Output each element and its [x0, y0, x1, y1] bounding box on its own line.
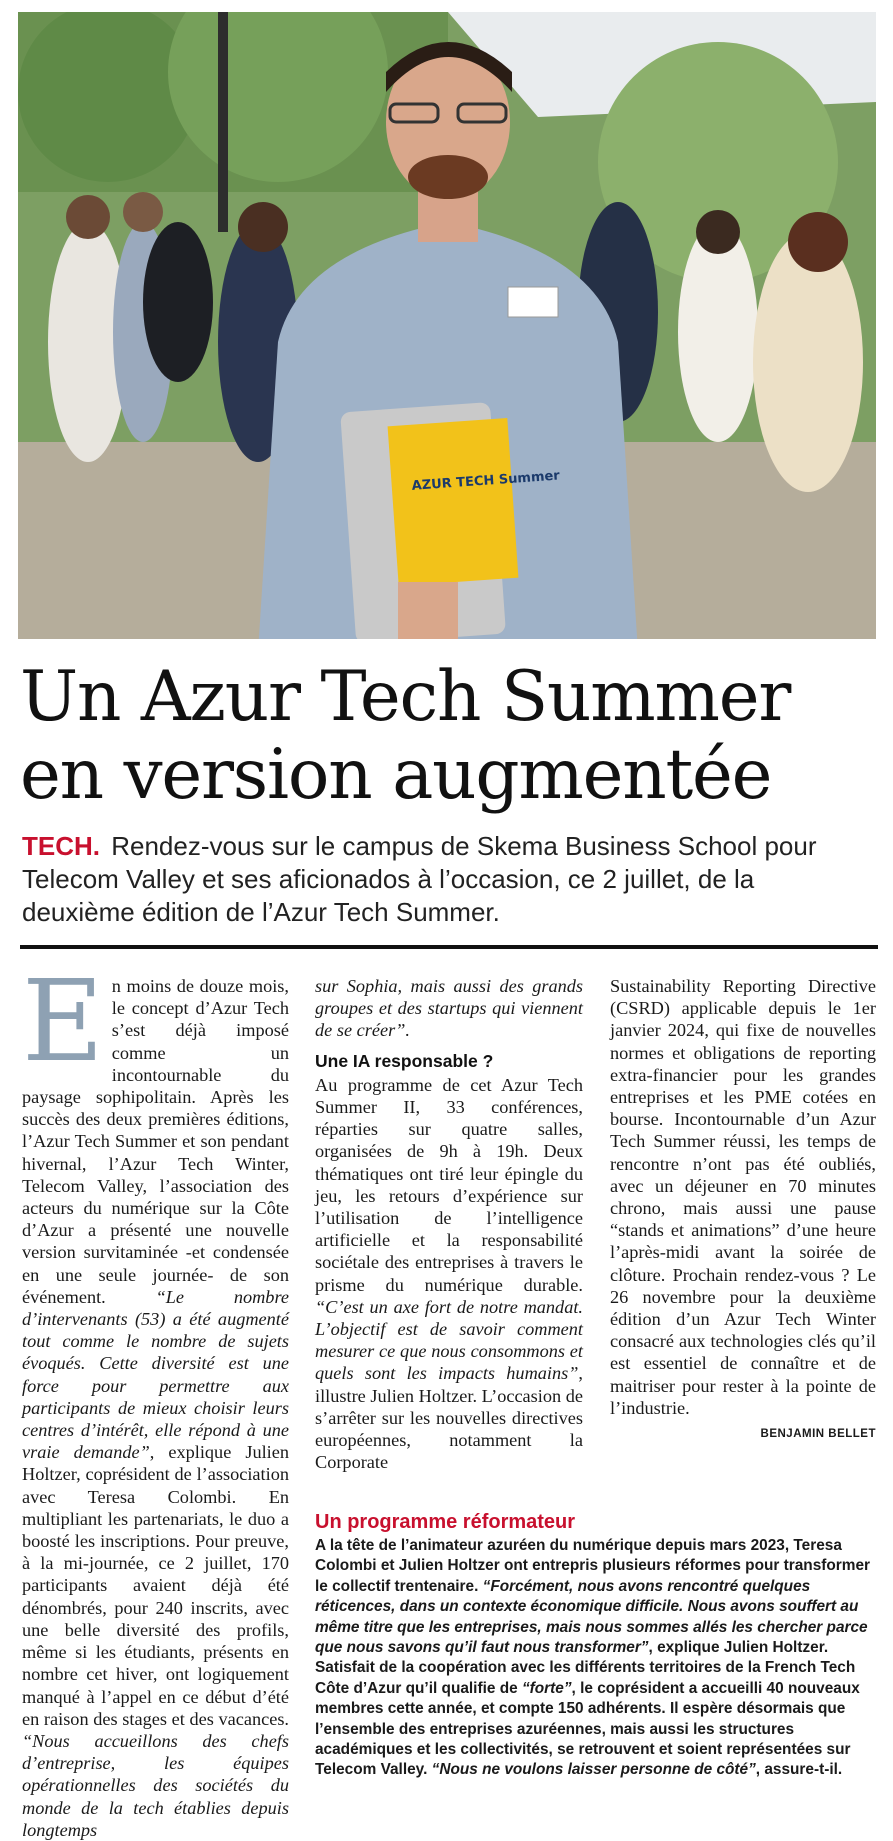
col2-paragraph-1: Au programme de cet Azur Tech Summer II, 33 conférences, réparties sur quatre salles, organisées de 9h à 19h. Deux thématiques ont tiré leur épingle du jeu, les retours d’expérience sur l’utilisation de l’intelligence artificielle et la responsabilité sociétale des entreprises à travers le prisme du numérique durable.: [315, 1074, 583, 1295]
article-photo: [18, 12, 876, 639]
lede: [22, 830, 872, 929]
col1-quote-1: “Le nombre d’intervenants (53) a été augmenté tout comme le nombre de sujets évoqués. Cette diversité est une force pour permettre aux participants de mieux choisir leurs centres d’intérêt, elle répond à une vraie demande”: [22, 1286, 289, 1463]
headline-line-2: en version augmentée: [20, 735, 772, 815]
subhead: Une IA responsable ?: [315, 1050, 494, 1071]
col1-paragraph-2: , explique Julien Holtzer, coprésident de l’association avec Teresa Colombi. En multipliant les partenariats, le duo a boosté les inscriptions. Pour preuve, à la mi-journée, ce 2 juillet, 170 participants avaient déjà été dénombrés, pour 240 inscrits, avec une belle diversité des profils, même si les étudiants, présents en nombre cet hiver, ont logiquement manqué à l’appel en ce début d’été en raison des stages et des vacances.: [22, 1442, 290, 1729]
headline-line-1: Un Azur Tech Summer: [20, 657, 791, 737]
sidebar-box: [315, 1510, 877, 1781]
byline: BENJAMIN BELLET: [760, 1428, 876, 1441]
box-paragraph-2: , explique Julien Holtzer. Satisfait de la coopération avec les différents territoires de la French Tech Côte d’Azur qu’il qualifie de: [315, 1639, 856, 1697]
box-quote-3: “Nous ne voulons laisser personne de côté”: [431, 1761, 756, 1779]
col3-paragraph-1: Sustainability Reporting Directive (CSRD) applicable depuis le 1er janvier 2024, qui fixe de nouvelles normes et obligations de reporting extra-financier pour les grandes entreprises et les PME cotées en bourse. Incontournable d’un Azur Tech Summer réussi, les temps de rencontre n’ont pas été oubliés, avec un déjeuner en 70 minutes chrono, mais aussi une pause “stands et animations” d’une heure l’après-midi avant la soirée de clôture. Prochain rendez-vous ? Le 26 novembre pour la deuxième édition d’un Azur Tech Winter consacré aux technologies clés qu’il est essentiel de connaître et de maitriser pour rester à la pointe de l’industrie.: [610, 976, 876, 1418]
col1-paragraph-1: n moins de douze mois, le concept d’Azur Tech s’est déjà imposé comme un incontournable du paysage sophipolitain. Après les succès des deux premières éditions, l’Azur Tech Summer et son pendant hivernal, l’Azur Tech Winter, Telecom Valley, l’association des acteurs du numérique sur la Côte d’Azur a présenté une nouvelle version survitaminée -et condensée en une seule journée- de son événement.: [22, 976, 289, 1307]
event-photo-illustration: [18, 12, 876, 639]
col2-quote-continued: sur Sophia, mais aussi des grands groupes et des startups qui viennent de se créer”.: [315, 976, 583, 1041]
book-title: AZUR TECH Summer: [411, 468, 561, 494]
col1-quote-2: “Nous accueillons des chefs d’entreprise, les équipes opérationnelles des sociétés du monde de la tech établies depuis longtemps: [22, 1730, 289, 1840]
box-quote-2: “forte”: [521, 1679, 572, 1697]
dropcap: E: [22, 957, 104, 1087]
box-title: Un programme réformateur: [315, 1511, 576, 1533]
col2-paragraph-2: , illustre Julien Holtzer. L’occasion de s’arrêter sur les nouvelles directives européennes, notamment la Corporate: [315, 1363, 583, 1473]
col2-quote-3: “C’est un axe fort de notre mandat. L’objectif est de savoir comment mesurer ce que nous consommons et quels sont les impacts humains”: [315, 1296, 583, 1384]
headline: [20, 658, 880, 814]
box-paragraph-3: , le coprésident a accueilli 40 nouveaux membres cette année, et compte 150 adhérents. Il espère désormais que l’ensemble des entreprises azuréennes, mais aussi les structures académiques et les collectivités, se retrouvent et soient représentées sur Telecom Valley.: [315, 1679, 860, 1779]
lede-text: Rendez-vous sur le campus de Skema Business School pour Telecom Valley et ses aficionados à l’occasion, ce 2 juillet, de la deuxième édition de l’Azur Tech Summer.: [22, 831, 817, 927]
column-3: [610, 975, 876, 1445]
column-1: [22, 957, 290, 1841]
column-2: [315, 975, 583, 1473]
divider-rule: [20, 945, 878, 949]
box-paragraph-4: , assure-t-il.: [755, 1761, 843, 1779]
box-paragraph-1: A la tête de l’animateur azuréen du numérique depuis mars 2023, Teresa Colombi et Julien Holtzer ont entrepris plusieurs réformes pour transformer le collectif trentenaire.: [315, 1537, 871, 1595]
kicker: TECH.: [22, 831, 100, 861]
box-quote-1: “Forcément, nous avons rencontré quelques réticences, dans un contexte économique difficile. Nous avons souffert au même titre que les entreprises, mais nous sommes allés les chercher parce que nous savons qu’il faut nous transformer”: [315, 1577, 868, 1657]
